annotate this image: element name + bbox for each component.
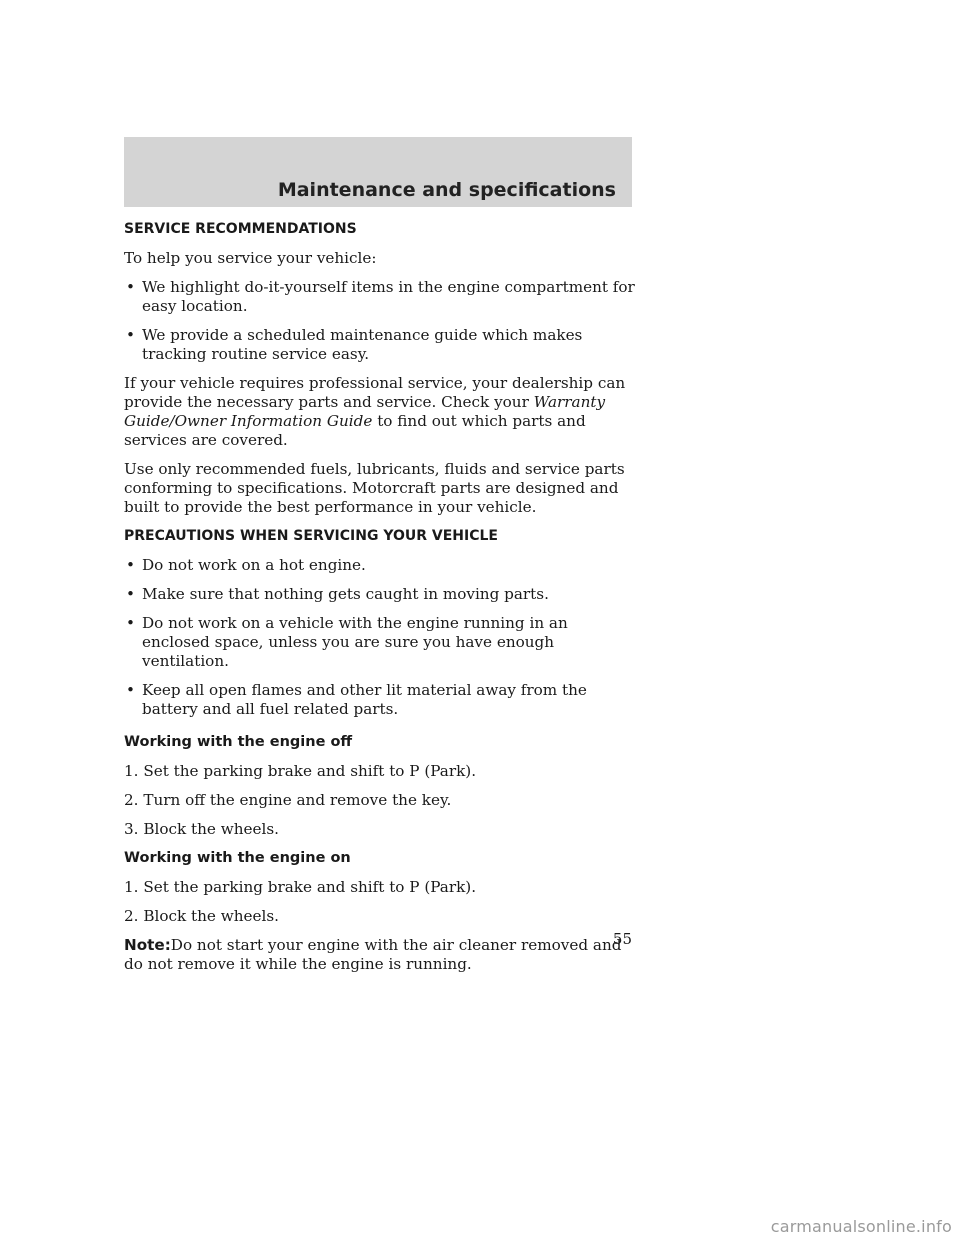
section-title: Maintenance and specifications: [277, 179, 616, 201]
bullet-icon: •: [126, 614, 135, 632]
bullet-icon: •: [126, 278, 135, 296]
list-item: • Keep all open flames and other lit material away from the battery and all fuel related parts.: [126, 681, 587, 718]
list-item: • Do not work on a hot engine.: [126, 556, 366, 574]
service-paragraph-dealership: If your vehicle requires professional service, your dealership can provide the necessary parts and service. Check your Warranty Guide/Owner Information Guide to find out which parts and services are covered.: [124, 374, 626, 449]
bullet-icon: •: [126, 326, 135, 344]
note-label: Note:: [124, 936, 171, 954]
service-intro: To help you service your vehicle:: [124, 249, 377, 267]
heading-precautions: PRECAUTIONS WHEN SERVICING YOUR VEHICLE: [124, 528, 498, 544]
list-item: • We highlight do-it-yourself items in the engine compartment for easy location.: [126, 278, 635, 315]
service-paragraph-parts: Use only recommended fuels, lubricants, fluids and service parts conforming to specifications. Motorcraft parts are designed and built to provide the best performance in your vehicle.: [124, 460, 625, 516]
list-item: • Do not work on a vehicle with the engine running in an enclosed space, unless you are sure you have enough ventilation.: [126, 614, 568, 670]
bullet-icon: •: [126, 681, 135, 699]
list-item: • Make sure that nothing gets caught in moving parts.: [126, 585, 549, 603]
section-header-band: [124, 137, 632, 207]
service-bullet-list: [124, 278, 636, 364]
heading-engine-on: Working with the engine on: [124, 850, 351, 866]
engine-off-step: 3. Block the wheels.: [124, 820, 279, 838]
bullet-icon: •: [126, 585, 135, 603]
page-content: [124, 220, 636, 984]
precautions-bullet-list: [124, 556, 636, 719]
list-item: • We provide a scheduled maintenance guide which makes tracking routine service easy.: [126, 326, 583, 363]
engine-on-note: Note:Do not start your engine with the air cleaner removed and do not remove it while the engine is running.: [124, 936, 622, 973]
warranty-guide-reference: Warranty Guide/Owner Information Guide: [124, 393, 606, 430]
heading-service-recommendations: SERVICE RECOMMENDATIONS: [124, 221, 357, 237]
heading-engine-off: Working with the engine off: [124, 734, 353, 750]
engine-on-step: 2. Block the wheels.: [124, 907, 279, 925]
bullet-icon: •: [126, 556, 135, 574]
watermark: carmanualsonline.info: [770, 1217, 952, 1236]
engine-on-step: 1. Set the parking brake and shift to P (Park).: [124, 878, 477, 896]
engine-off-step: 1. Set the parking brake and shift to P (Park).: [124, 762, 477, 780]
engine-off-step: 2. Turn off the engine and remove the key.: [124, 791, 452, 809]
page-number: 55: [612, 930, 632, 948]
